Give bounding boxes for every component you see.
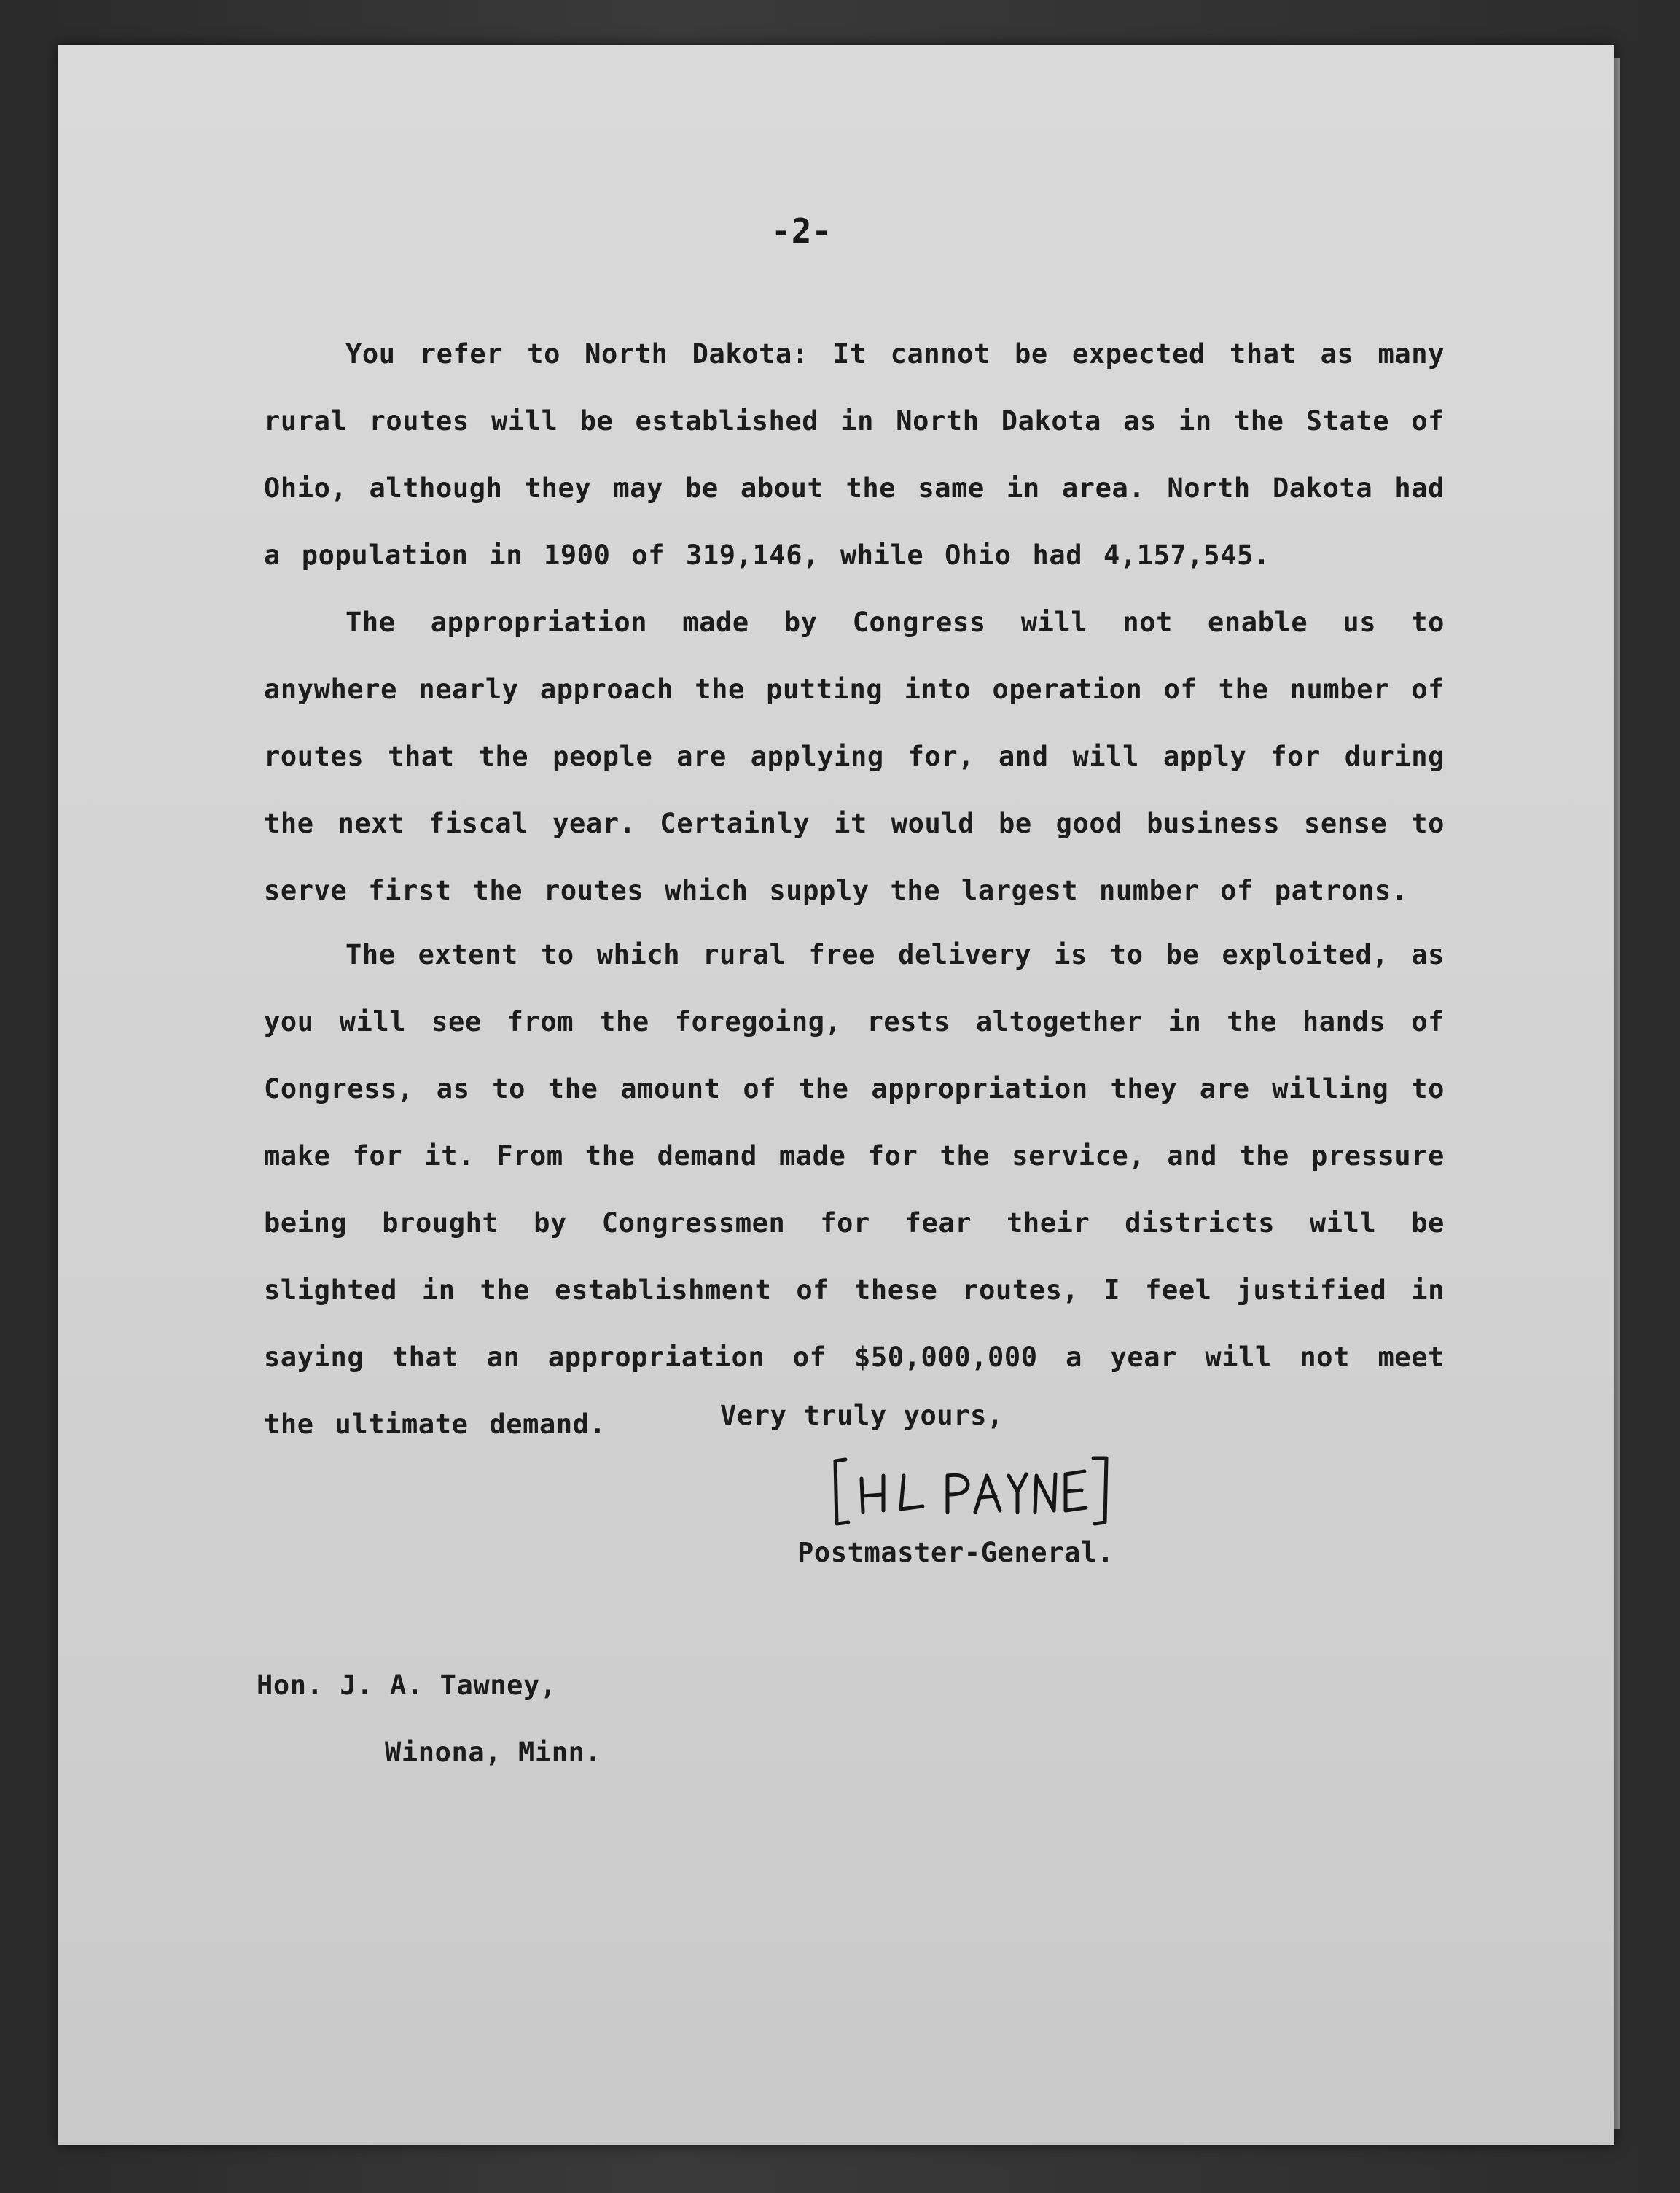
page-number: -2- [771, 211, 832, 251]
signer-title: Postmaster-General. [797, 1537, 1114, 1568]
paragraph-appropriation: The appropriation made by Congress will not enable us to anywhere nearly approach the putting into operation of the number of routes that the people are applying for, and will apply for during the next fiscal year. Certainly it would be good business sense to serve first the routes which supply the largest number of patrons. [264, 607, 1445, 906]
paragraph-rural-free-delivery: The extent to which rural free delivery is to be exploited, as you will see from the foregoing, rests altogether in the hands of Congress, as to the amount of the appropriation they are willing to make for it. From the demand made for the service, and the pressure being brought by Congressmen for fear their districts will be slighted in the establishment of these routes, I feel justified in saying that an appropriation of $50,000,000 a year will not meet the ultimate demand. [264, 939, 1445, 1440]
closing: Very truly yours, [720, 1400, 1004, 1431]
handwritten-signature [831, 1454, 1112, 1530]
paragraph-north-dakota: You refer to North Dakota: It cannot be expected that as many rural routes will be established in North Dakota as in the State of Ohio, although they may be about the same in area. North Dakota had a population in 1900 of 319,146, while Ohio had 4,157,545. [264, 338, 1445, 571]
addressee: Hon. J. A. Tawney, [257, 1670, 557, 1701]
address-line: Winona, Minn. [385, 1737, 602, 1768]
